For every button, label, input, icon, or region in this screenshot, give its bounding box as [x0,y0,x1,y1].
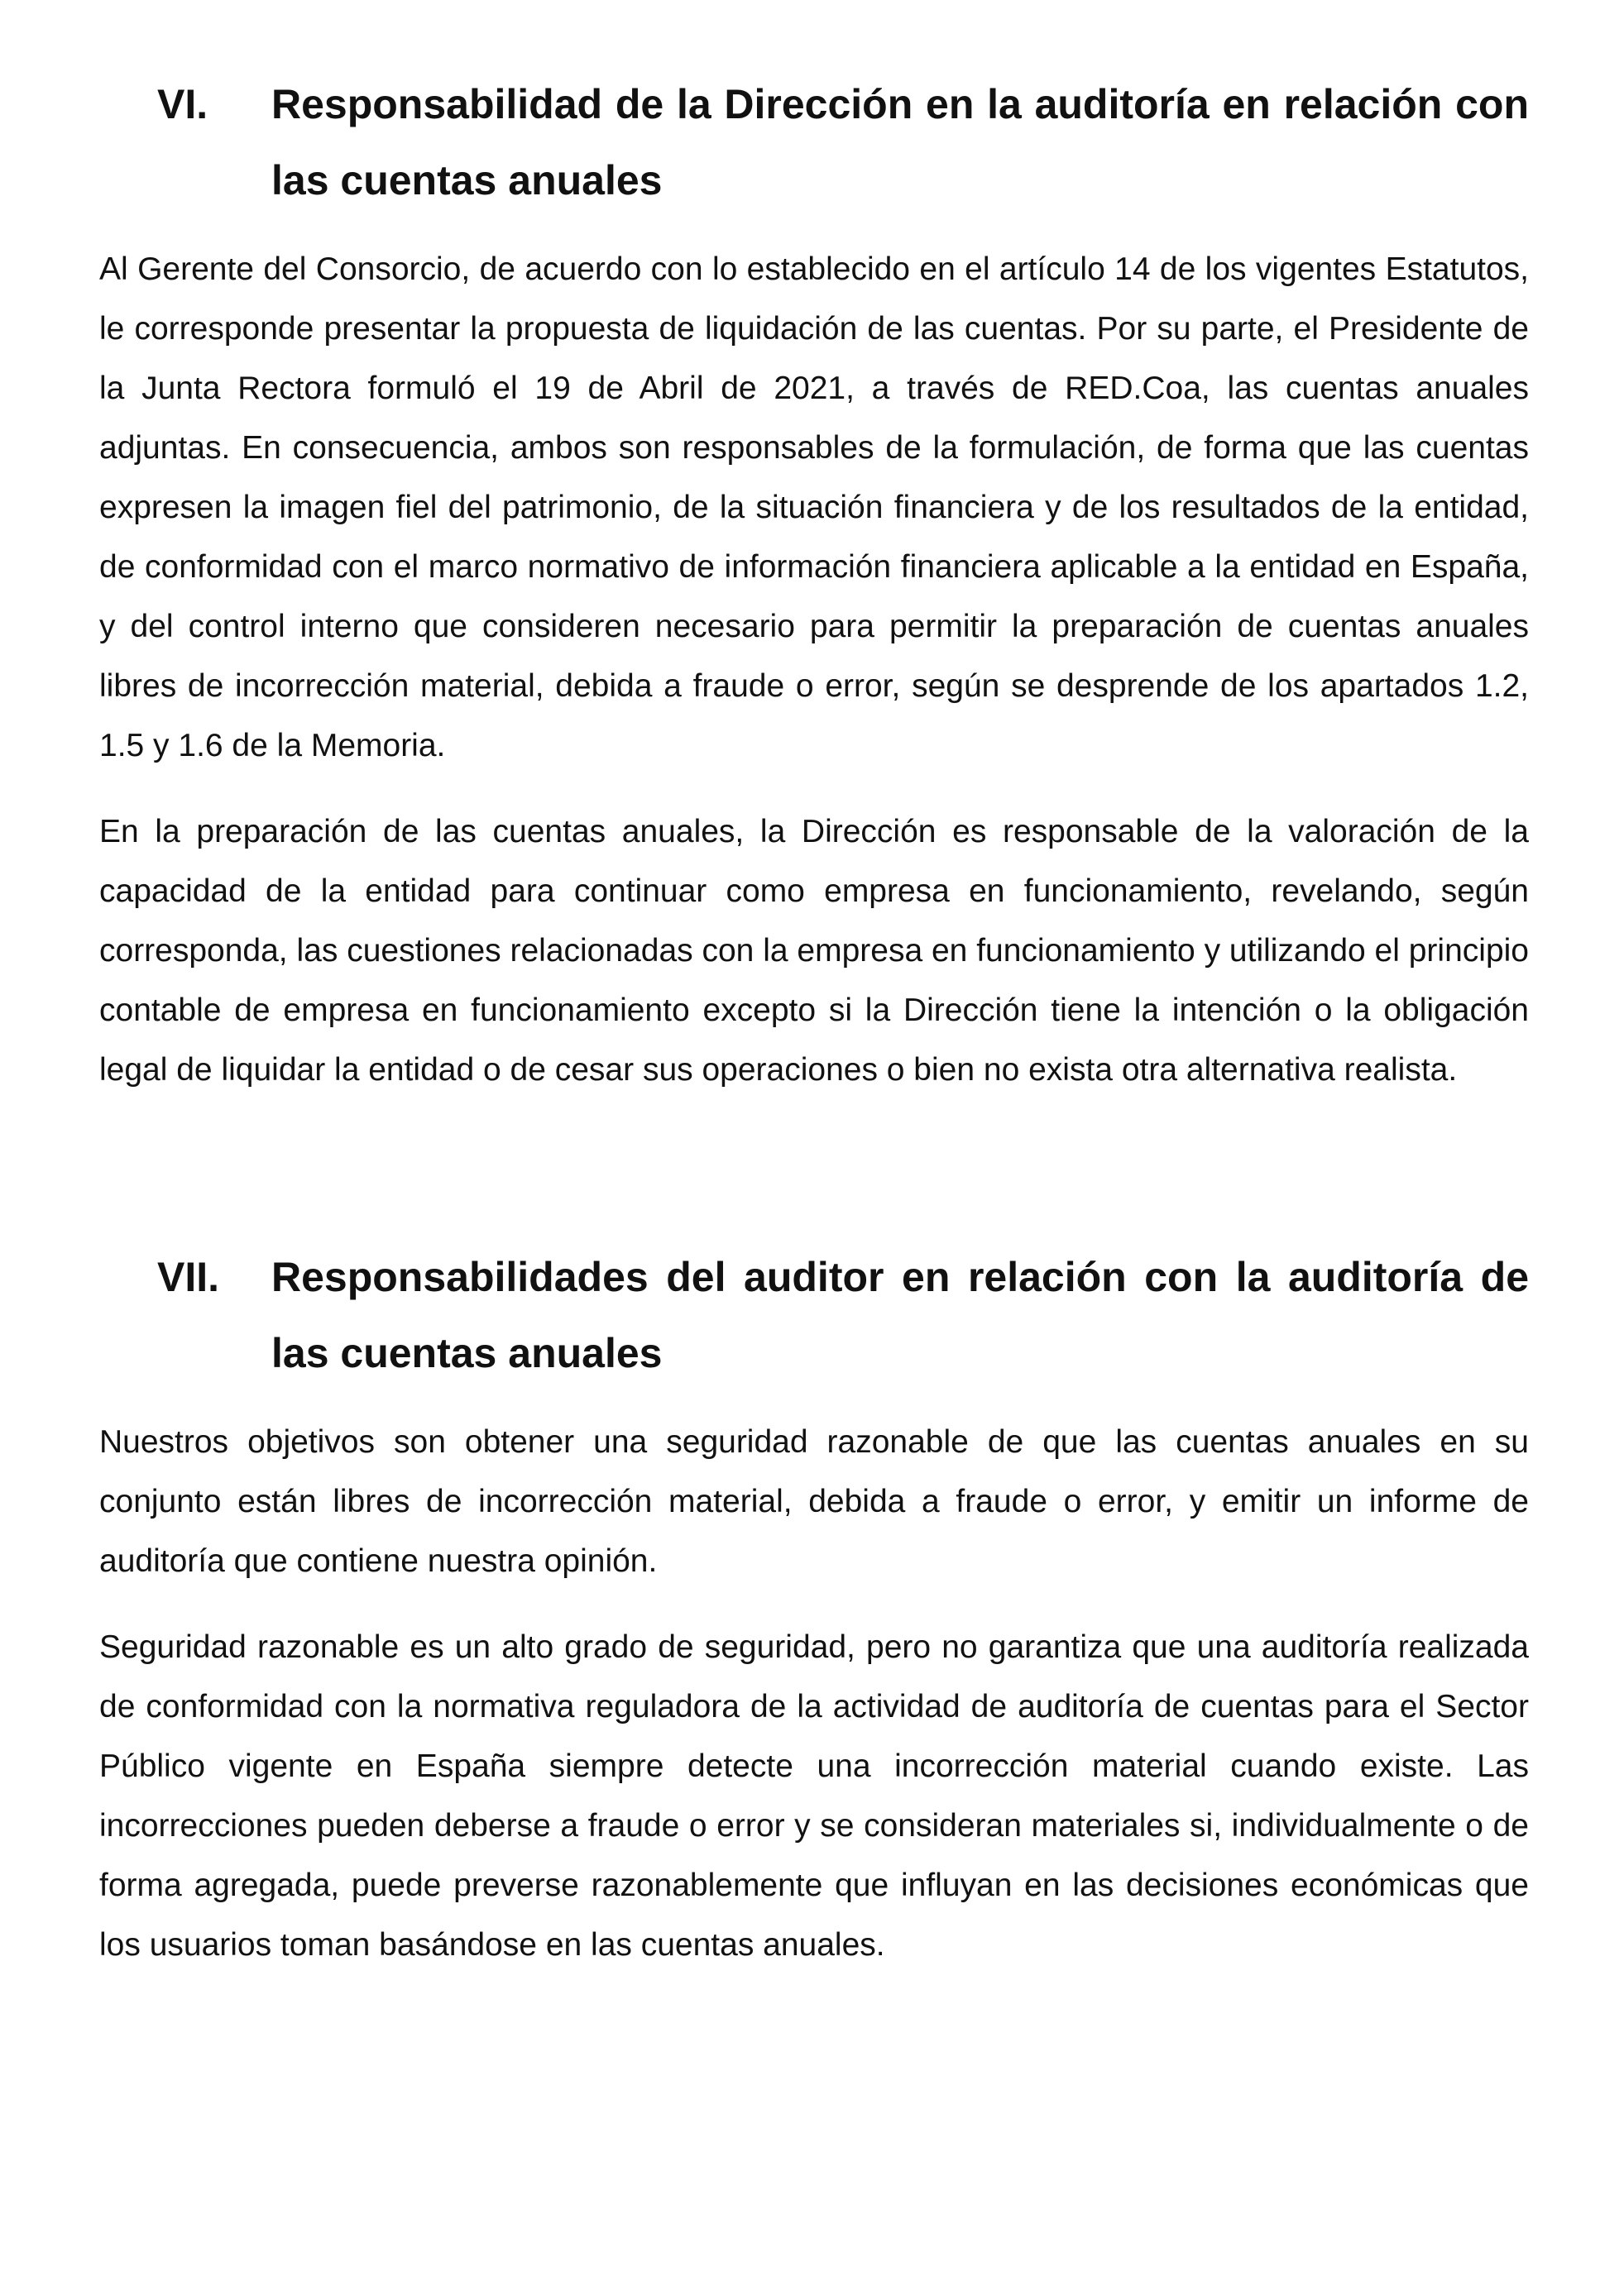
section-number: VII. [157,1254,220,1300]
paragraph: En la preparación de las cuentas anuales, la Dirección es responsable de la valoración de la capacidad de la entidad para continuar como empresa en funcionamiento, revelando, según corresponda, las cuestiones relacionadas con la empresa en funcionamiento y utilizando el principio contable de empresa en funcionamiento excepto si la Dirección tiene la intención o la obligación legal de liquidar la entidad o de cesar sus operaciones o bien no exista otra alternativa realista. [99,814,1529,1088]
section-number: VI. [157,81,208,127]
section-heading [99,1239,1529,1391]
paragraph: Al Gerente del Consorcio, de acuerdo con lo establecido en el artículo 14 de los vigentes Estatutos, le corresponde presentar la propuesta de liquidación de las cuentas. Por su parte, el Presidente de la Junta Rectora formuló el 19 de Abril de 2021, a través de RED.Coa, las cuentas anuales adjuntas. En consecuencia, ambos son responsables de la formulación, de forma que las cuentas expresen la imagen fiel del patrimonio, de la situación financiera y de los resultados de la entidad, de conformidad con el marco normativo de información financiera aplicable a la entidad en España, y del control interno que consideren necesario para permitir la preparación de cuentas anuales libres de incorrección material, debida a fraude o error, según se desprende de los apartados 1.2, 1.5 y 1.6 de la Memoria. [99,251,1529,763]
section-title: Responsabilidad de la Dirección en la auditoría en relación con las cuentas anuales [271,81,1529,203]
document-page [99,66,1529,2002]
section-title: Responsabilidades del auditor en relación con la auditoría de las cuentas anuales [271,1254,1529,1376]
section-vi [99,66,1529,1100]
section-vii [99,1239,1529,1975]
section-heading [99,66,1529,218]
paragraph: Nuestros objetivos son obtener una seguridad razonable de que las cuentas anuales en su conjunto están libres de incorrección material, debida a fraude o error, y emitir un informe de auditoría que contiene nuestra opinión. [99,1424,1529,1579]
paragraph: Seguridad razonable es un alto grado de seguridad, pero no garantiza que una auditoría realizada de conformidad con la normativa reguladora de la actividad de auditoría de cuentas para el Sector Público vigente en España siempre detecte una incorrección material cuando existe. Las incorrecciones pueden deberse a fraude o error y se consideran materiales si, individualmente o de forma agregada, puede preverse razonablemente que influyan en las decisiones económicas que los usuarios toman basándose en las cuentas anuales. [99,1629,1529,1963]
